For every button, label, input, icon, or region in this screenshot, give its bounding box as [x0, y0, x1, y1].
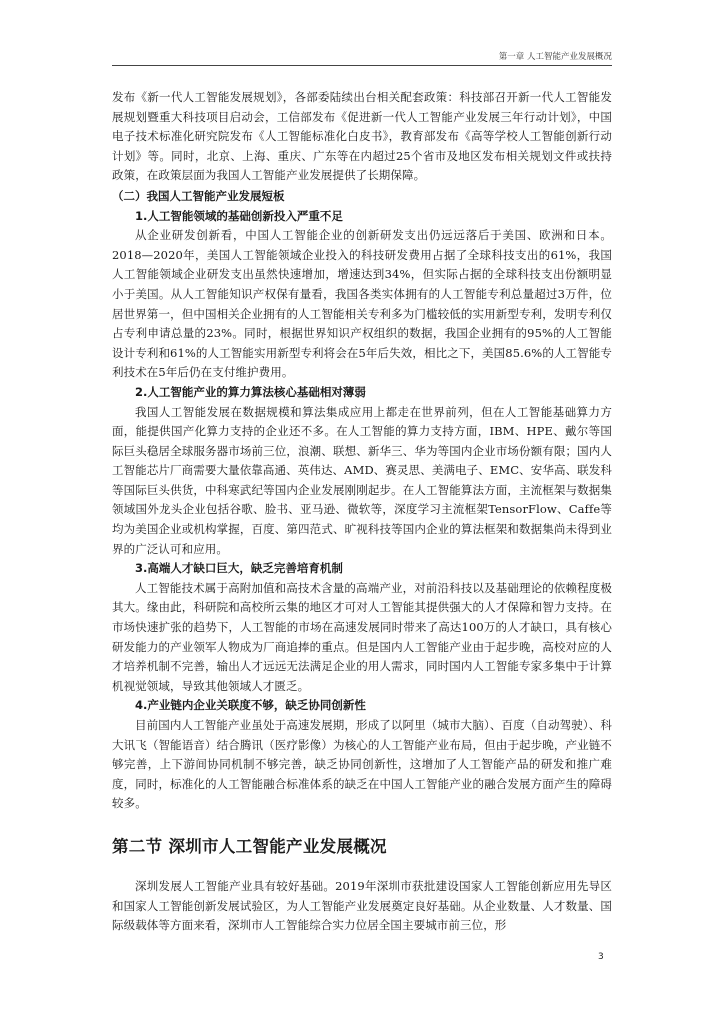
heading-item-4: 4.产业链内企业关联度不够，缺乏协同创新性 — [135, 698, 366, 713]
paragraph-intro: 发布《新一代人工智能发展规划》，各部委陆续出台相关配套政策：科技部召开新一代人工智能发展规划暨重大科技项目启动会，工信部发布《促进新一代人工智能产业发展三年行动计划》，中国电子技术标准化研究院发布《人工智能标准化白皮书》，教育部发布《高等学校人工智能创新行动计划》等。同时，北京、上海、重庆、广东等在内超过25个省市及地区发布相关规划文件或扶持政策，在政策层面为我国人工智能产业发展提供了长期保障。 — [112, 90, 612, 183]
heading-item-3: 3.高端人才缺口巨大，缺乏完善培育机制 — [135, 561, 343, 576]
heading-item-2: 2.人工智能产业的算力算法核心基础相对薄弱 — [135, 384, 366, 399]
paragraph-shenzhen: 深圳发展人工智能产业具有较好基础。2019年深圳市获批建设国家人工智能创新应用先导区和国家人工智能创新发展试验区，为人工智能产业发展奠定良好基础。从企业数量、人才数量、国际级载体等方面来看，深圳市人工智能综合实力位居全国主要城市前三位，形 — [112, 878, 612, 933]
heading-item-1: 1.人工智能领域的基础创新投入严重不足 — [135, 208, 343, 223]
subsection-heading: （二）我国人工智能产业发展短板 — [112, 188, 285, 203]
paragraph-item-2: 我国人工智能发展在数据规模和算法集成应用上都走在世界前列，但在人工智能基础算力方面，能提供国产化算力支持的企业还不多。在人工智能的算力支持方面，IBM、HPE、戴尔等国际巨头稳居全球服务器市场前三位，浪潮、联想、新华三、华为等国内企业市场份额有限；国内人工智能芯片厂商需要大量依靠高通、英伟达、AMD、赛灵思、美满电子、EMC、安华高、联发科等国际巨头供货，中科寒武纪等国内企业发展刚刚起步。在人工智能算法方面，主流框架与数据集领域国外龙头企业包括谷歌、脸书、亚马逊、微软等，深度学习主流框架TensorFlow、Caffe等均为美国企业或机构掌握，百度、第四范式、旷视科技等国内企业的算法框架和数据集尚未得到业界的广泛认可和应用。 — [112, 404, 612, 556]
paragraph-item-1: 从企业研发创新看，中国人工智能企业的创新研发支出仍远远落后于美国、欧洲和日本。2018—2020年，美国人工智能领域企业投入的科技研发费用占据了全球科技支出的61%，我国人工智能领域企业研发支出虽然快速增加，增速达到34%，但实际占据的全球科技支出份额明显小于美国。从人工智能知识产权保有量看，我国各类实体拥有的人工智能专利总量超过3万件，位居世界第一，但中国相关企业拥有的人工智能相关专利多为门槛较低的实用新型专利，发明专利仅占专利申请总量的23%。同时，根据世界知识产权组织的数据，我国企业拥有的95%的人工智能设计专利和61%的人工智能实用新型专利将会在5年后失效，相比之下，美国85.6%的人工智能专利技术在5年后仍在支付维护费用。 — [112, 228, 612, 380]
section-title: 第二节 深圳市人工智能产业发展概况 — [112, 836, 387, 856]
paragraph-item-4: 目前国内人工智能产业虽处于高速发展期，形成了以阿里（城市大脑）、百度（自动驾驶）、科大讯飞（智能语音）结合腾讯（医疗影像）为核心的人工智能产业布局，但由于起步晚，产业链不够完善，上下游间协同机制不够完善，缺乏协同创新性，这增加了人工智能产品的研发和推广难度，同时，标准化的人工智能融合标准体系的缺乏在中国人工智能产业的融合发展方面产生的障碍较多。 — [112, 718, 612, 811]
running-header: 第一章 人工智能产业发展概况 — [112, 50, 612, 66]
paragraph-item-3: 人工智能技术属于高附加值和高技术含量的高端产业，对前沿科技以及基础理论的依赖程度极其大。缘由此，科研院和高校所云集的地区才可对人工智能其提供强大的人才保障和智力支持。在市场快速扩张的趋势下，人工智能的市场在高速发展同时带来了高达100万的人才缺口，具有核心研发能力的产业领军人物成为厂商追捧的重点。但是国内人工智能产业由于起步晚，高校对应的人才培养机制不完善，输出人才远远无法满足企业的用人需求，同时国内人工智能专家多集中于计算机视觉领域，导致其他领域人才匮乏。 — [112, 580, 612, 693]
page-number: 3 — [598, 952, 604, 962]
page-body — [112, 88, 612, 936]
